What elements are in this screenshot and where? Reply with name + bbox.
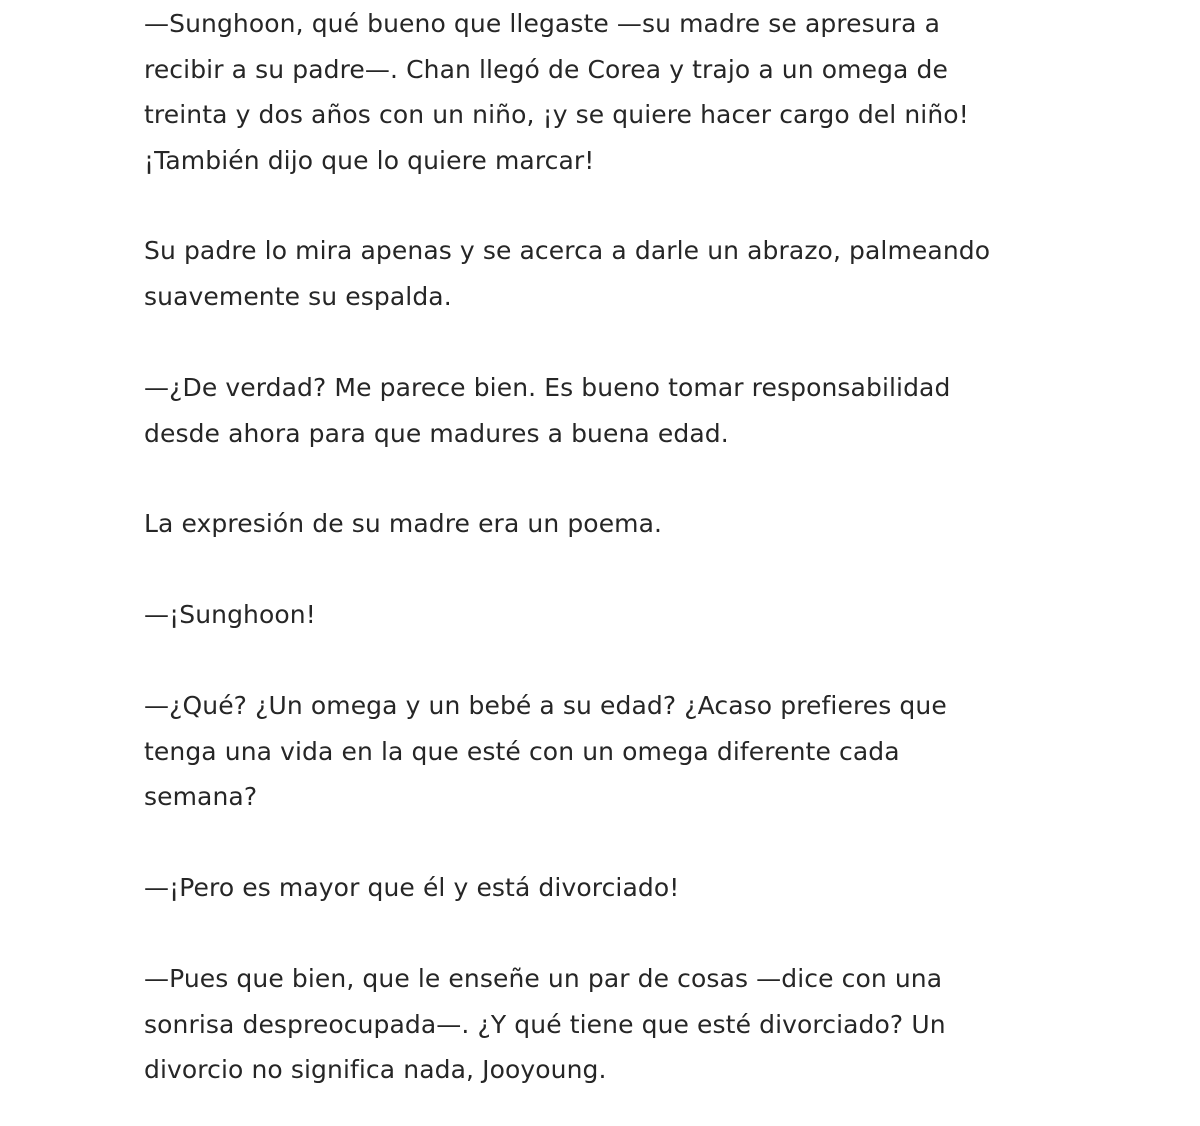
paragraph-3 — [144, 365, 1064, 456]
paragraph-1 — [144, 1, 1064, 183]
paragraph-4 — [144, 501, 1064, 547]
text-line: —Pues que bien, que le enseñe un par de cosas —dice con una — [144, 964, 943, 993]
story-text-page — [144, 0, 1064, 1126]
text-line: —¿De verdad? Me parece bien. Es bueno tomar responsabilidad — [144, 373, 951, 402]
text-line: La expresión de su madre era un poema. — [144, 509, 663, 538]
text-line: desde ahora para que madures a buena edad. — [144, 418, 729, 448]
text-line: divorcio no significa nada, Jooyoung. — [144, 1055, 607, 1085]
text-line: tenga una vida en la que esté con un omega diferente cada — [144, 736, 900, 766]
text-line: Su padre lo mira apenas y se acerca a darle un abrazo, palmeando — [144, 236, 991, 265]
paragraph-6 — [144, 683, 1064, 820]
text-line: —¡Pero es mayor que él y está divorciado! — [144, 873, 680, 902]
text-line: sonrisa despreocupada—. ¿Y qué tiene que esté divorciado? Un — [144, 1009, 946, 1039]
paragraph-2 — [144, 228, 1064, 319]
text-line: suavemente su espalda. — [144, 281, 452, 311]
paragraph-8 — [144, 956, 1064, 1093]
text-line: —¿Qué? ¿Un omega y un bebé a su edad? ¿Acaso prefieres que — [144, 691, 947, 720]
text-line: ¡También dijo que lo quiere marcar! — [144, 145, 595, 175]
text-line: treinta y dos años con un niño, ¡y se quiere hacer cargo del niño! — [144, 100, 969, 130]
text-line: semana? — [144, 782, 258, 812]
text-line: —¡Sunghoon! — [144, 600, 316, 629]
text-line: recibir a su padre—. Chan llegó de Corea y trajo a un omega de — [144, 54, 948, 84]
paragraph-7 — [144, 865, 1064, 911]
text-line: —Sunghoon, qué bueno que llegaste —su madre se apresura a — [144, 9, 940, 38]
paragraph-5 — [144, 592, 1064, 638]
